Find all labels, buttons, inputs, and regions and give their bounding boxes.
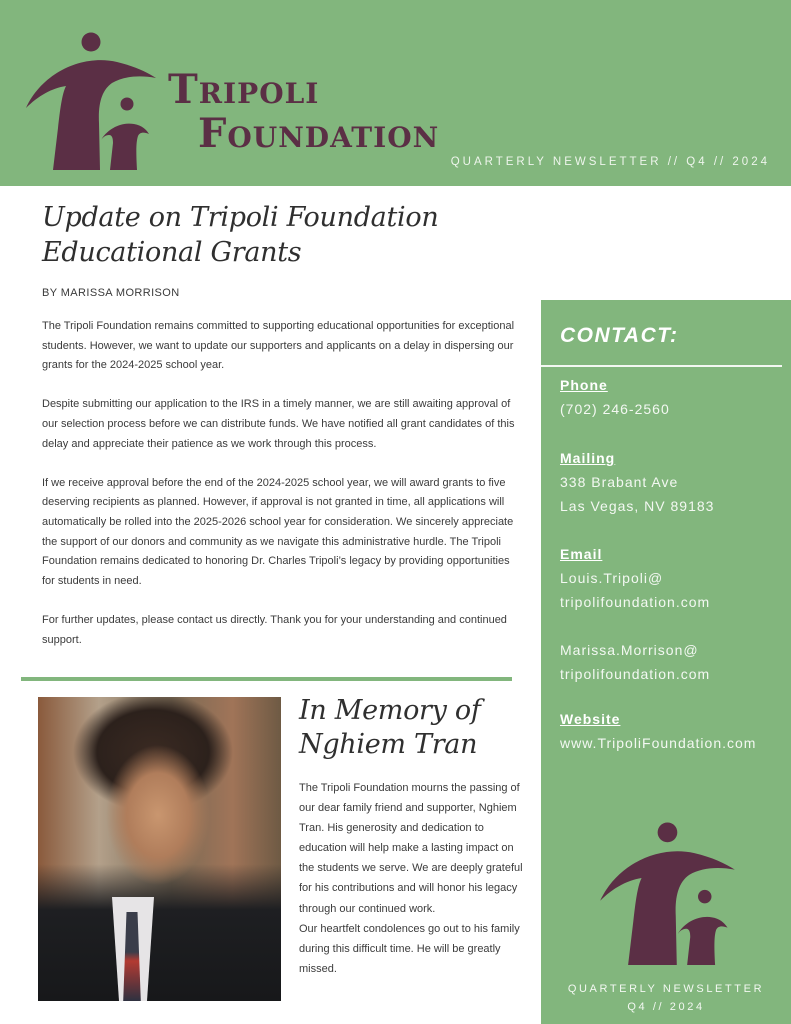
foundation-logo-icon bbox=[22, 28, 162, 174]
memorial-title bbox=[299, 694, 529, 762]
contact-rule bbox=[541, 365, 782, 367]
sidebar-issue-line2: Q4 // 2024 bbox=[627, 1001, 705, 1013]
website-label: Website bbox=[560, 711, 621, 727]
email1-line2[interactable]: tripolifoundation.com bbox=[560, 594, 711, 610]
article-paragraph: Despite submitting our application to the IRS in a timely manner, we are still awaiting approval of our selection process before we can distribute funds. We have notified all grant candidates of this delay and appreciate their patience as we work through this process. bbox=[42, 398, 515, 450]
address-line1: 338 Brabant Ave bbox=[560, 474, 679, 490]
article-paragraph: For further updates, please contact us directly. Thank you for your understanding and continued support. bbox=[42, 613, 507, 646]
memorial-body bbox=[299, 778, 524, 979]
phone-label: Phone bbox=[560, 377, 608, 393]
section-divider bbox=[21, 677, 512, 681]
mailing-label: Mailing bbox=[560, 450, 616, 466]
grants-article bbox=[42, 200, 517, 670]
article-title bbox=[42, 200, 517, 270]
article-byline: BY MARISSA MORRISON bbox=[42, 287, 180, 299]
contact-phone bbox=[560, 373, 670, 421]
newsletter-header bbox=[0, 0, 791, 186]
memorial-paragraph: The Tripoli Foundation mourns the passing of our dear family friend and supporter, Nghiem Tran. His generosity and dedication to education will help make a lasting impact on the students we serve. We are deeply grateful for his contributions and will honor his legacy through our continued work. bbox=[299, 782, 523, 915]
contact-sidebar bbox=[541, 300, 791, 1024]
contact-website bbox=[560, 707, 756, 755]
contact-heading: CONTACT: bbox=[560, 324, 679, 347]
article-title-line1: Update on Tripoli Foundation bbox=[42, 202, 439, 233]
article-paragraph: The Tripoli Foundation remains committed to supporting educational opportunities for exceptional students. However, we want to update our supporters and applicants on a delay in dispersing our grants for the 2024-2025 school year. bbox=[42, 320, 515, 372]
foundation-logo-icon-small bbox=[596, 815, 741, 972]
contact-mailing bbox=[560, 446, 714, 518]
wordmark-line2: Foundation bbox=[198, 110, 440, 157]
email2-line2[interactable]: tripolifoundation.com bbox=[560, 666, 711, 682]
email-label: Email bbox=[560, 546, 603, 562]
memorial-title-line2: Nghiem Tran bbox=[299, 729, 478, 760]
email1-line1[interactable]: Louis.Tripoli@ bbox=[560, 570, 664, 586]
contact-email bbox=[560, 542, 710, 686]
wordmark-line1: Tripoli bbox=[168, 66, 320, 113]
memorial-title-line1: In Memory of bbox=[299, 695, 481, 726]
phone-value[interactable]: (702) 246-2560 bbox=[560, 401, 670, 417]
email2-line1[interactable]: Marissa.Morrison@ bbox=[560, 642, 699, 658]
foundation-wordmark bbox=[168, 66, 440, 157]
article-paragraph: If we receive approval before the end of the 2024-2025 school year, we will award grants to five deserving recipients as planned. However, if approval is not granted in time, all applications will automatically be rolled into the 2025-2026 school year for consideration. We sincerely appreciate the support of our donors and community as we navigate this administrative hurdle. The Tripoli Foundation remains dedicated to honoring Dr. Charles Tripoli’s legacy by providing opportunities for students in need. bbox=[42, 476, 514, 587]
article-body bbox=[42, 317, 517, 650]
sidebar-issue-line1: QUARTERLY NEWSLETTER bbox=[567, 983, 765, 995]
article-title-line2: Educational Grants bbox=[42, 237, 302, 268]
website-link[interactable]: www.TripoliFoundation.com bbox=[560, 735, 757, 751]
header-issue-tag: QUARTERLY NEWSLETTER // Q4 // 2024 bbox=[450, 156, 770, 168]
nghiem-tran-photo bbox=[38, 697, 281, 1001]
address-line2: Las Vegas, NV 89183 bbox=[560, 498, 715, 514]
memorial-paragraph: Our heartfelt condolences go out to his family during this difficult time. He will be greatly missed. bbox=[299, 922, 520, 975]
